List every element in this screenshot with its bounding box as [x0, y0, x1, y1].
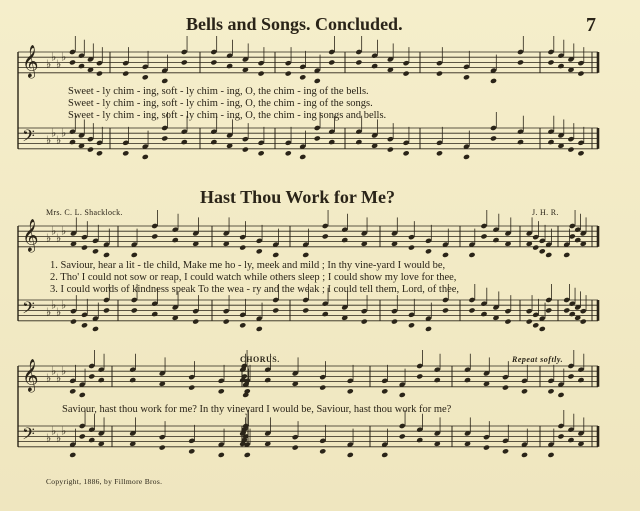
note-head: [361, 318, 368, 324]
note-head: [131, 307, 138, 313]
bass-clef-icon: 𝄢: [22, 297, 35, 322]
note-head: [319, 448, 326, 454]
note-head: [468, 252, 475, 258]
note-head: [188, 448, 195, 454]
note-head: [483, 444, 490, 450]
note-head: [98, 377, 105, 383]
note-head: [181, 59, 188, 65]
note-head: [226, 63, 233, 69]
note-head: [468, 307, 475, 313]
note-head: [574, 237, 581, 243]
flat-icon: ♭: [61, 126, 67, 140]
note-head: [403, 70, 410, 76]
note-head: [434, 377, 441, 383]
note-head: [92, 326, 99, 332]
note-head: [96, 150, 103, 156]
note-head: [122, 70, 129, 76]
note-head: [244, 452, 251, 458]
flat-icon: ♭: [56, 371, 62, 385]
note-head: [381, 452, 388, 458]
note-head: [464, 377, 471, 383]
note-head: [258, 70, 265, 76]
note-head: [328, 59, 335, 65]
note-head: [142, 154, 149, 160]
note-head: [526, 318, 533, 324]
note-head: [87, 146, 94, 152]
flat-icon: ♭: [61, 50, 67, 64]
note-head: [399, 392, 406, 398]
note-head: [239, 322, 246, 328]
flat-icon: ♭: [51, 298, 57, 312]
note-head: [545, 252, 552, 258]
flat-icon: ♭: [56, 431, 62, 445]
note-head: [557, 392, 564, 398]
note-head: [70, 318, 77, 324]
note-head: [292, 444, 299, 450]
note-head: [521, 452, 528, 458]
note-head: [502, 448, 509, 454]
note-head: [69, 139, 76, 145]
note-head: [78, 63, 85, 69]
treble-clef-icon: 𝄞: [22, 358, 39, 392]
bass-clef-icon: 𝄢: [22, 423, 35, 448]
note-head: [92, 248, 99, 254]
flat-icon: ♭: [61, 364, 67, 378]
note-head: [381, 388, 388, 394]
note-head: [355, 59, 362, 65]
flat-icon: ♭: [51, 424, 57, 438]
note-head: [299, 154, 306, 160]
chorus-label: CHORUS.: [240, 355, 280, 364]
hymn-title: Hast Thou Work for Me?: [200, 187, 396, 207]
note-head: [347, 388, 354, 394]
note-head: [567, 437, 574, 443]
note-head: [341, 237, 348, 243]
note-head: [322, 311, 329, 317]
note-head: [547, 388, 554, 394]
note-head: [539, 326, 546, 332]
bass-clef-icon: 𝄢: [22, 125, 35, 150]
flat-icon: ♭: [46, 133, 52, 147]
note-head: [242, 146, 249, 152]
note-head: [69, 452, 76, 458]
flat-icon: ♭: [61, 224, 67, 238]
note-head: [425, 326, 432, 332]
flat-icon: ♭: [51, 364, 57, 378]
copyright-notice: Copyright, 1886, by Fillmore Bros.: [46, 477, 163, 486]
note-head: [161, 135, 168, 141]
note-head: [131, 252, 138, 258]
note-head: [272, 307, 279, 313]
note-head: [580, 318, 587, 324]
note-head: [299, 74, 306, 80]
bells-verse-2: Sweet - ly chim - ing, soft - ly chim - ing, O, the chim - ing of the songs.: [68, 98, 373, 109]
note-head: [103, 307, 110, 313]
flat-icon: ♭: [56, 305, 62, 319]
note-head: [463, 154, 470, 160]
note-head: [96, 70, 103, 76]
note-head: [416, 373, 423, 379]
note-head: [532, 322, 539, 328]
note-head: [322, 233, 329, 239]
note-head: [567, 373, 574, 379]
note-head: [210, 139, 217, 145]
note-head: [521, 388, 528, 394]
note-head: [319, 384, 326, 390]
author-credit: Mrs. C. L. Shacklock.: [46, 208, 123, 217]
note-head: [463, 74, 470, 80]
treble-clef-icon: 𝄞: [22, 218, 39, 252]
note-head: [258, 150, 265, 156]
note-head: [563, 252, 570, 258]
note-head: [436, 150, 443, 156]
note-head: [577, 70, 584, 76]
note-head: [569, 311, 576, 317]
flat-icon: ♭: [51, 50, 57, 64]
note-head: [159, 444, 166, 450]
note-head: [416, 437, 423, 443]
flat-icon: ♭: [56, 57, 62, 71]
note-head: [557, 63, 564, 69]
bells-verse-1: Sweet - ly chim - ing, soft - ly chim - ing, O, the chim - ing of the bells.: [68, 86, 369, 97]
note-head: [88, 373, 95, 379]
note-head: [328, 139, 335, 145]
flat-icon: ♭: [56, 133, 62, 147]
composer-credit: J. H. R.: [532, 208, 559, 217]
note-head: [188, 384, 195, 390]
note-head: [302, 252, 309, 258]
note-head: [504, 318, 511, 324]
note-head: [69, 388, 76, 394]
note-head: [355, 139, 362, 145]
note-head: [314, 135, 321, 141]
note-head: [256, 326, 263, 332]
note-head: [256, 248, 263, 254]
note-head: [442, 307, 449, 313]
page-number: 7: [586, 14, 596, 36]
note-head: [425, 248, 432, 254]
note-head: [436, 70, 443, 76]
note-head: [563, 307, 570, 313]
flat-icon: ♭: [46, 57, 52, 71]
hymn-verse-1: 1. Saviour, hear a lit - tle child, Make me ho - ly, meek and mild ; In thy vine-yard I would be,: [50, 260, 446, 271]
note-head: [408, 244, 415, 250]
flat-icon: ♭: [61, 298, 67, 312]
note-head: [264, 377, 271, 383]
repeat-label: Repeat softly.: [512, 355, 564, 364]
note-head: [545, 307, 552, 313]
note-head: [142, 74, 149, 80]
note-head: [490, 78, 497, 84]
note-head: [81, 322, 88, 328]
hymn-verse-2: 2. Tho' I could not sow or reap, I could watch while others sleep ; I could show my love for thee,: [50, 272, 457, 283]
note-head: [285, 150, 292, 156]
note-head: [492, 237, 499, 243]
note-head: [272, 252, 279, 258]
note-head: [557, 433, 564, 439]
note-head: [391, 318, 398, 324]
note-head: [88, 437, 95, 443]
note-head: [399, 433, 406, 439]
flat-icon: ♭: [56, 231, 62, 245]
flat-icon: ♭: [51, 224, 57, 238]
flat-icon: ♭: [46, 431, 52, 445]
note-head: [81, 244, 88, 250]
note-head: [69, 59, 76, 65]
note-head: [387, 146, 394, 152]
note-head: [239, 244, 246, 250]
note-head: [172, 237, 179, 243]
flat-icon: ♭: [46, 305, 52, 319]
note-head: [218, 388, 225, 394]
hymn-verse-3: 3. I could words of kindness speak To the wea - ry and the weak ; I could tell them, Lord, of thee,: [50, 284, 460, 295]
note-head: [517, 139, 524, 145]
note-head: [122, 150, 129, 156]
note-head: [302, 307, 309, 313]
note-head: [161, 78, 168, 84]
chorus-lyric: Saviour, hast thou work for me? In thy vineyard I would be, Saviour, hast thou work for me?: [62, 404, 452, 415]
note-head: [577, 377, 584, 383]
flat-icon: ♭: [46, 371, 52, 385]
note-head: [442, 252, 449, 258]
treble-clef-icon: 𝄞: [22, 44, 39, 78]
note-head: [218, 452, 225, 458]
note-head: [502, 384, 509, 390]
note-head: [480, 233, 487, 239]
note-head: [151, 233, 158, 239]
note-head: [210, 59, 217, 65]
note-head: [539, 248, 546, 254]
note-head: [532, 244, 539, 250]
note-head: [547, 452, 554, 458]
note-head: [285, 70, 292, 76]
note-head: [103, 252, 110, 258]
bells-verse-3: Sweet - ly chim - ing, soft - ly chim - ing, O, the chim - ing songs and bells.: [68, 110, 387, 121]
flat-icon: ♭: [61, 424, 67, 438]
note-head: [567, 146, 574, 152]
note-head: [129, 377, 136, 383]
flat-icon: ♭: [46, 231, 52, 245]
note-head: [347, 452, 354, 458]
note-head: [577, 150, 584, 156]
note-head: [223, 318, 230, 324]
note-head: [480, 311, 487, 317]
note-head: [79, 392, 86, 398]
note-head: [79, 433, 86, 439]
note-head: [181, 139, 188, 145]
note-head: [547, 59, 554, 65]
note-head: [490, 135, 497, 141]
note-head: [408, 322, 415, 328]
note-head: [151, 311, 158, 317]
note-head: [314, 78, 321, 84]
flat-icon: ♭: [51, 126, 57, 140]
section-title: Bells and Songs. Concluded.: [186, 14, 403, 34]
note-head: [403, 150, 410, 156]
note-head: [192, 318, 199, 324]
note-head: [517, 59, 524, 65]
note-head: [547, 139, 554, 145]
note-head: [371, 63, 378, 69]
